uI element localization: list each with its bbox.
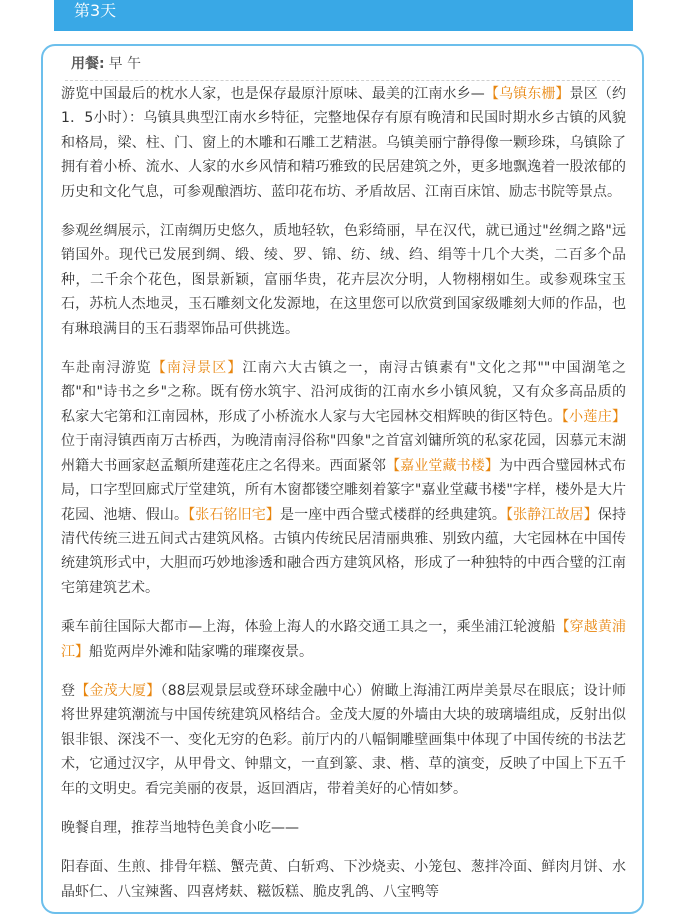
paragraph-snacks — [61, 855, 626, 904]
itinerary-content — [61, 82, 626, 919]
text-run: 阳春面、生煎、排骨年糕、蟹壳黄、白斩鸡、下沙烧卖、小笼包、葱拌冷面、鲜肉月饼、水晶虾仁、八宝辣酱、四喜烤麸、糍饭糕、脆皮乳鸽、八宝鸭等 — [61, 859, 626, 900]
text-run: 车赴南浔游览 — [61, 360, 152, 377]
meal-value: 早 午 — [108, 56, 142, 72]
paragraph-nanxun — [61, 356, 626, 600]
paragraph-wuzhen — [61, 82, 626, 204]
attraction-highlight: 【南浔景区】 — [151, 360, 243, 377]
day-header: 第3天 — [54, 0, 633, 31]
meal-row — [65, 54, 620, 81]
text-run: 是一座中西合璧式楼群的经典建筑。 — [280, 506, 506, 523]
attraction-highlight: 【乌镇东栅】 — [484, 86, 570, 102]
text-run: 船览两岸外滩和陆家嘴的璀璨夜景。 — [89, 643, 313, 660]
paragraph-jinmao — [61, 679, 626, 801]
text-run: 晚餐自理，推荐当地特色美食小吃—— — [61, 819, 299, 836]
text-run: 参观丝绸展示，江南绸历史悠久，质地轻软，色彩绮丽，早在汉代，就已通过"丝绸之路"远销国外。现代已发展到绸、缎、绫、罗、锦、纺、绒、绉、绢等十几个大类，二百多个品种，二千余个花色，图景新颖，富丽华贵，花卉层次分明，人物栩栩如生。或参观珠宝玉石，苏杭人杰地灵，玉石雕刻文化发源地，在这里您可以欣赏到国家级雕刻大师的作品，也有琳琅满目的玉石翡翠饰品可供挑选。 — [61, 223, 626, 337]
text-run: 江南六大古镇之一，南浔古镇素有"文化之邦""中国湖笔之都"和"诗书之乡"之称。既有傍水筑宇、沿河成街的江南水乡小镇风貌，又有众多高品质的私家大宅第和江南园林，形成了小桥流水人家与大宅园林交相辉映的街区特色。 — [61, 360, 627, 425]
text-run: 登 — [61, 682, 76, 699]
attraction-highlight: 【金茂大厦】 — [75, 682, 161, 699]
text-run: 为中西合璧园林式布局，口字型回廊式厅堂建筑，所有木窗都镂空雕刻着篆字"嘉业堂藏书楼"字样，楼外是大片花园、池塘、假山。 — [61, 457, 627, 523]
paragraph-shanghai-ferry — [61, 615, 626, 664]
itinerary-card — [41, 44, 644, 914]
paragraph-silk — [61, 219, 626, 341]
text-run: 乘车前往国际大都市—上海，体验上海人的水路交通工具之一，乘坐浦江轮渡船 — [61, 619, 556, 636]
attraction-highlight: 【小莲庄】 — [561, 408, 627, 425]
text-run: （88层观景层或登环球金融中心）俯瞰上海浦江两岸美景尽在眼底；设计师将世界建筑潮流与中国传统建筑风格结合。金茂大厦的外墙由大块的玻璃墙组成，反射出似银非银、深浅不一、变化无穷的色彩。前厅内的八幅铜雕壁画集中体现了中国传统的书法艺术，它通过汉字，从甲骨文、钟鼎文，一直到篆、隶、楷、草的演变，反映了中国上下五千年的文明史。看完美丽的夜景，返回酒店，带着美好的心情如梦。 — [61, 682, 627, 797]
text-run: 保持清代传统三进五间式古建筑风格。古镇内传统民居清丽典雅、别致内蕴，大宅园林在中国传统建筑形式中，大胆而巧妙地渗透和融合西方建筑风格，形成了一种独特的中西合璧的江南宅第建筑艺术。 — [61, 506, 626, 596]
meal-label: 用餐: — [71, 56, 105, 72]
attraction-highlight: 【穿越黄浦江】 — [61, 619, 627, 660]
attraction-highlight: 【张石铭旧宅】 — [188, 506, 280, 523]
text-run: 景区（约1．5小时）：乌镇具典型江南水乡特征，完整地保存有原有晚清和民国时期水乡古镇的风貌和格局，梁、柱、门、窗上的木雕和石雕工艺精湛。乌镇美丽宁静得像一颗珍珠，乌镇除了拥有着小桥、流水、人家的水乡风情和精巧雅致的民居建筑之外，更多地飘逸着一股浓郁的历史和文化气息，可参观酿酒坊、蓝印花布坊、矛盾故居、江南百床馆、励志书院等景点。 — [61, 86, 627, 200]
attraction-highlight: 【嘉业堂藏书楼】 — [385, 457, 499, 474]
attraction-highlight: 【张静江故居】 — [506, 506, 598, 523]
text-run: 位于南浔镇西南万古桥西，为晚清南浔俗称"四象"之首富刘镛所筑的私家花园，因慕元末湖州籍大书画家赵孟頫所建莲花庄之名得来。西面紧邻 — [61, 433, 626, 474]
paragraph-dinner — [61, 816, 626, 840]
text-run: 游览中国最后的枕水人家，也是保存最原汁原味、最美的江南水乡— — [61, 86, 485, 102]
